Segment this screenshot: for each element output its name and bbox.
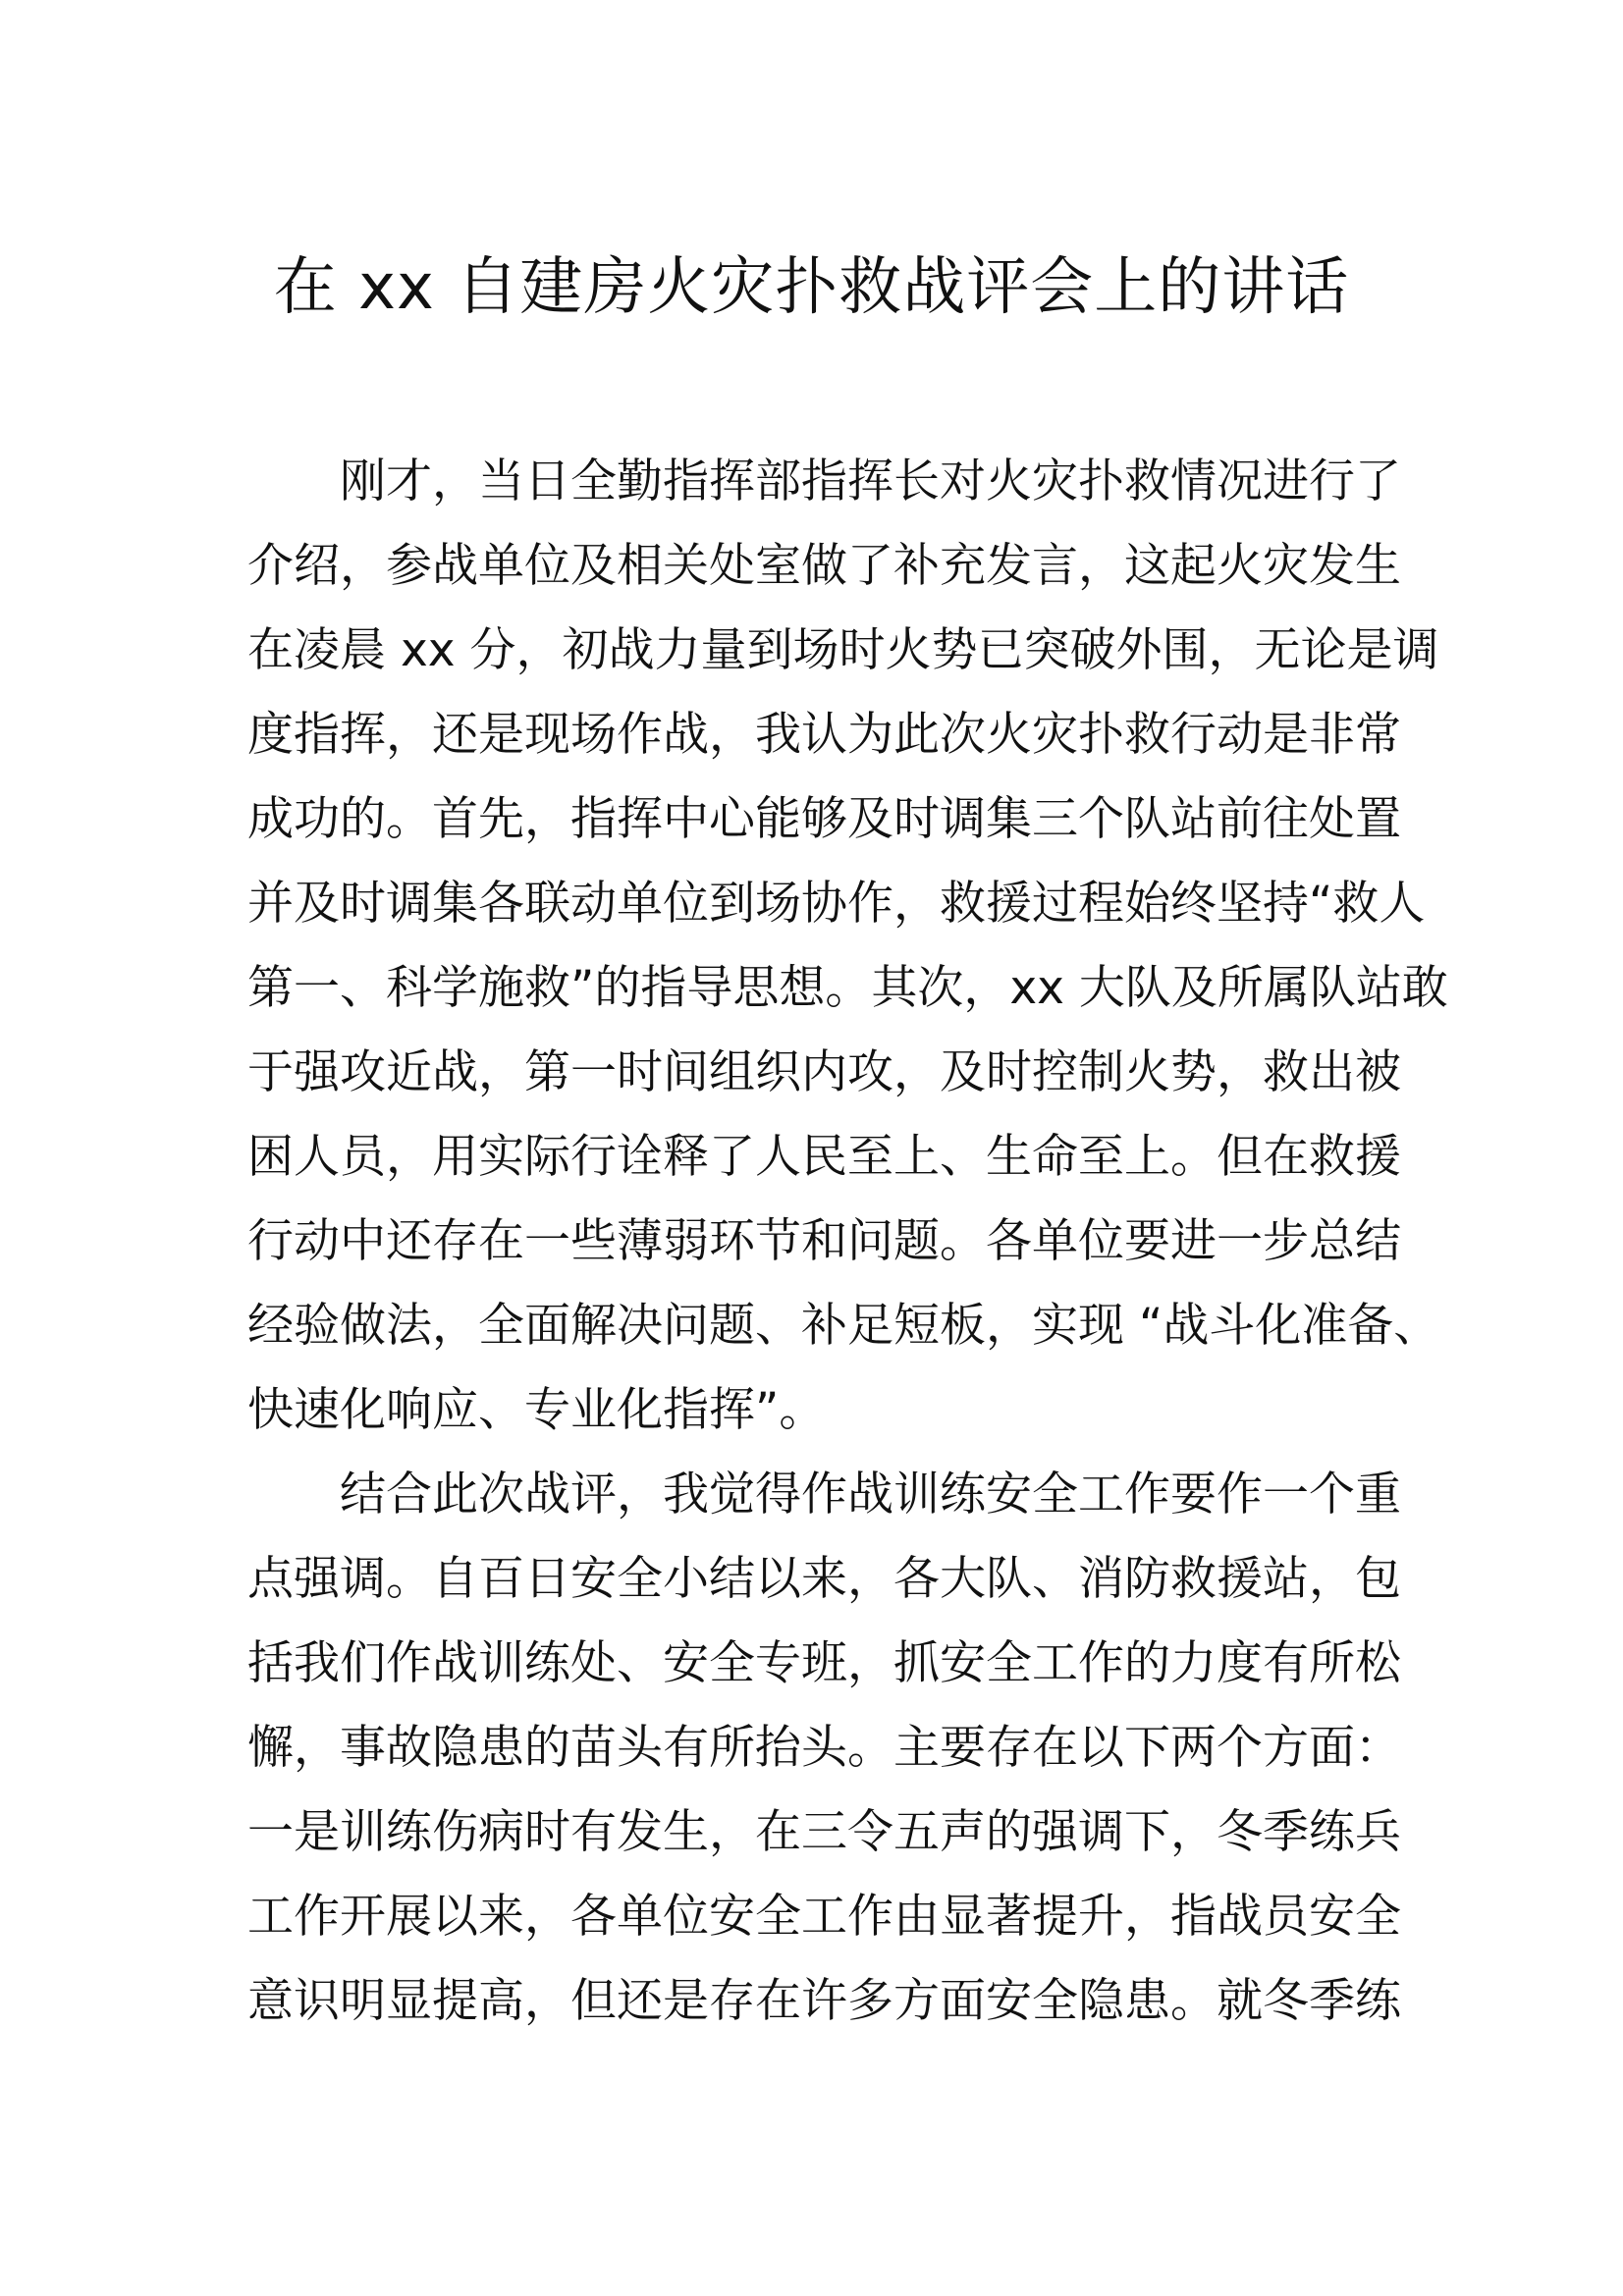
paragraph-1-line-12: 快速化响应、专业化指挥”。 [247,1383,826,1437]
paragraph-1-line-1: 刚才，当日全勤指挥部指挥长对火灾扑救情况进行了 [340,454,1401,508]
paragraph-2-line-7: 意识明显提高，但还是存在许多方面安全隐患。就冬季练 [247,1974,1401,2028]
paragraph-1-line-9: 困人员，用实际行诠释了人民至上、生命至上。但在救援 [247,1130,1401,1184]
paragraph-1-line-8: 于强攻近战，第一时间组织内攻，及时控制火势，救出被 [247,1045,1401,1099]
paragraph-1-line-5: 成功的。首先，指挥中心能够及时调集三个队站前往处置 [247,792,1401,846]
paragraph-1-line-6: 并及时调集各联动单位到场协作，救援过程始终坚持“救人 [247,877,1426,931]
paragraph-2-line-2: 点强调。自百日安全小结以来，各大队、消防救援站，包 [247,1552,1401,1606]
paragraph-2-line-4: 懈，事故隐患的苗头有所抬头。主要存在以下两个方面： [247,1721,1401,1775]
document-title: 在 xx 自建房火灾扑救战评会上的讲话 [273,251,1350,324]
paragraph-1-line-10: 行动中还存在一些薄弱环节和问题。各单位要进一步总结 [247,1214,1401,1268]
paragraph-2-line-1: 结合此次战评，我觉得作战训练安全工作要作一个重 [340,1468,1401,1522]
paragraph-1-line-11: 经验做法，全面解决问题、补足短板，实现 “战斗化准备、 [247,1299,1440,1353]
paragraph-2-line-5: 一是训练伤病时有发生，在三令五声的强调下，冬季练兵 [247,1805,1401,1859]
document-body [247,440,1448,2044]
paragraph-1-line-2: 介绍，参战单位及相关处室做了补充发言，这起火灾发生 [247,539,1401,593]
paragraph-1-line-3: 在凌晨 xx 分，初战力量到场时火势已突破外围，无论是调 [247,623,1439,677]
paragraph-1-line-7: 第一、科学施救”的指导思想。其次，xx 大队及所属队站敢 [247,961,1448,1015]
paragraph-1-line-4: 度指挥，还是现场作战，我认为此次火灾扑救行动是非常 [247,708,1401,762]
paragraph-2-line-6: 工作开展以来，各单位安全工作由显著提升，指战员安全 [247,1890,1401,1944]
paragraph-2-line-3: 括我们作战训练处、安全专班，抓安全工作的力度有所松 [247,1636,1401,1690]
